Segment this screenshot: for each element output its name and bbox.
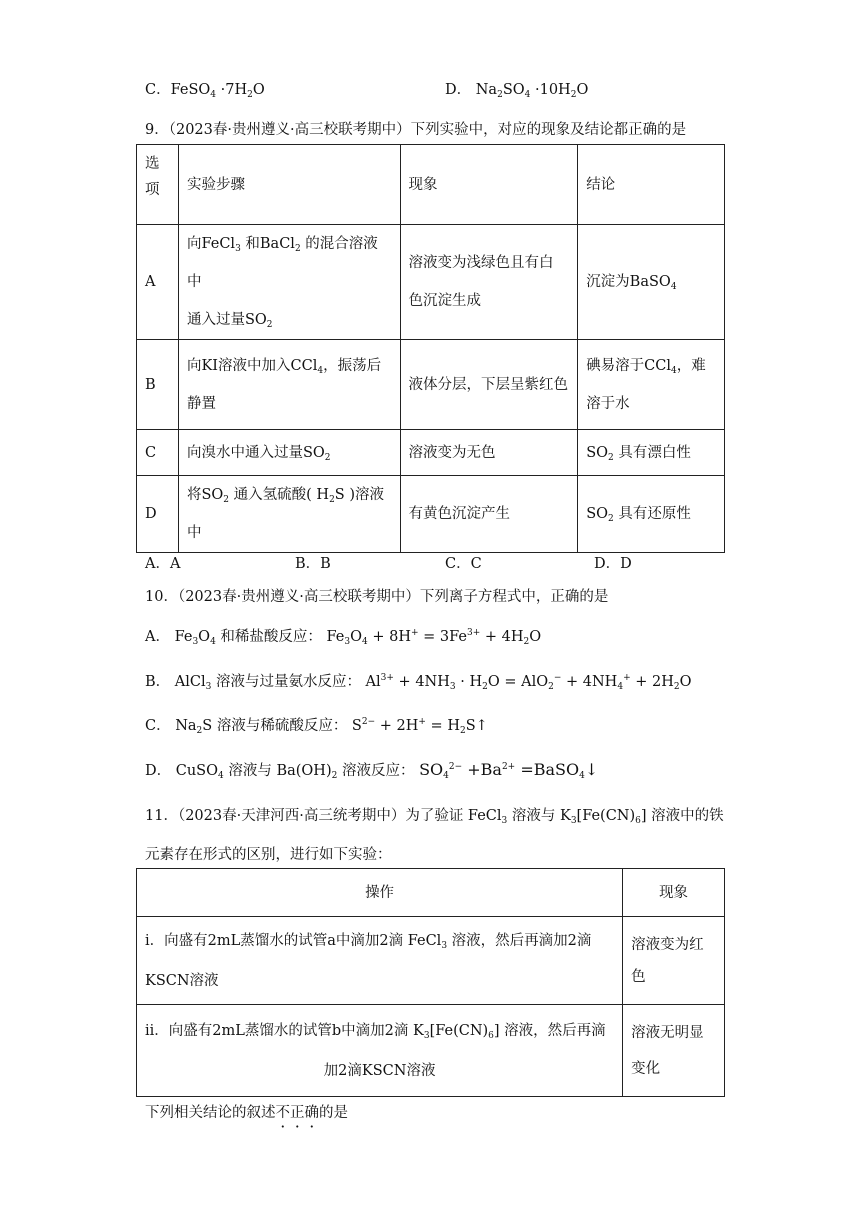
q10-option-d: D． CuSO$_4$ 溶液与 $Ba(OH)_2$ 溶液反应： $SO_4^{2-} +Ba^{2+}$ =BaSO$_4$↓ <box>145 760 599 781</box>
row-option: B <box>137 340 179 430</box>
table-header-row <box>137 145 725 225</box>
table-row <box>137 340 725 430</box>
q11-followup: 下列相关结论的叙述不正确的是 <box>145 1105 348 1121</box>
q9-table <box>136 144 725 553</box>
row-operation: ii．向盛有2mL蒸馏水的试管b中滴加2滴 $K_3[Fe(CN)_6]$ 溶液，然后再滴 加2滴KSCN溶液 <box>137 1005 623 1097</box>
table-row <box>137 476 725 553</box>
q9-answer-c: C．C <box>445 556 482 572</box>
header-conclusion: 结论 <box>578 145 725 225</box>
table-row <box>137 430 725 476</box>
table-header-row <box>137 869 725 917</box>
row-phenomenon: 溶液变为浅绿色且有白 色沉淀生成 <box>400 225 578 340</box>
row-step: 将$SO_2$ 通入氢硫酸( $H_2S$ )溶液中 <box>178 476 400 553</box>
table-row <box>137 917 725 1005</box>
q10-option-a: A． $Fe_3O_4$ 和稀盐酸反应： $Fe_3O_4 + 8H^+ = 3Fe^{3+} + 4H_2O$ <box>145 628 542 647</box>
row-phenomenon: 溶液无明显 变化 <box>623 1005 725 1097</box>
q8-option-c: C．FeSO$_4$ $\cdot 7H_2O$ <box>145 82 265 100</box>
row-option: C <box>137 430 179 476</box>
q10-option-c: C． $Na_2S$ 溶液与稀硫酸反应： $S^{2-} + 2H^+$ = $H_2S↑$ <box>145 717 488 736</box>
q9-answer-d: D．D <box>594 556 632 572</box>
row-conclusion: 碘易溶于CCl$_4$，难 溶于水 <box>578 340 725 430</box>
row-phenomenon: 溶液变为红 色 <box>623 917 725 1005</box>
q9-answer-b: B．B <box>295 556 331 572</box>
header-step: 实验步骤 <box>178 145 400 225</box>
q8-option-d: D． $Na_2SO_4 \cdot 10H_2O$ <box>445 82 589 100</box>
q11-stem-line2: 元素存在形式的区别，进行如下实验： <box>145 847 392 863</box>
q10-option-b: B． AlCl$_3$ 溶液与过量氨水反应： $Al^{3+} + 4NH_3 \cdot H_2O = AlO_2^- + 4NH_4^+ + 2H_2O$ <box>145 673 692 692</box>
header-phenomenon: 现象 <box>400 145 578 225</box>
q9-stem: 9．（2023春·贵州遵义·高三校联考期中）下列实验中，对应的现象及结论都正确的是 <box>145 122 687 138</box>
row-conclusion: $SO_2$ 具有漂白性 <box>578 430 725 476</box>
header-option: 选 项 <box>137 145 179 225</box>
q11-table <box>136 868 725 1097</box>
table-row <box>137 225 725 340</box>
row-option: A <box>137 225 179 340</box>
row-phenomenon: 溶液变为无色 <box>400 430 578 476</box>
row-phenomenon: 有黄色沉淀产生 <box>400 476 578 553</box>
q11-stem-line1: 11．（2023春·天津河西·高三统考期中）为了验证 FeCl$_3$ 溶液与 $K_3[Fe(CN)_6]$ 溶液中的铁 <box>145 808 724 826</box>
row-conclusion: 沉淀为BaSO$_4$ <box>578 225 725 340</box>
table-row <box>137 1005 725 1097</box>
q9-answer-a: A．A <box>145 556 181 572</box>
row-step: 向溴水中通入过量$SO_2$ <box>178 430 400 476</box>
header-operation: 操作 <box>137 869 623 917</box>
row-option: D <box>137 476 179 553</box>
row-phenomenon: 液体分层，下层呈紫红色 <box>400 340 578 430</box>
header-phenomenon: 现象 <box>623 869 725 917</box>
row-step: 向FeCl$_3$ 和BaCl$_2$ 的混合溶液中 通入过量$SO_2$ <box>178 225 400 340</box>
q10-stem: 10．（2023春·贵州遵义·高三校联考期中）下列离子方程式中，正确的是 <box>145 589 609 605</box>
row-conclusion: $SO_2$ 具有还原性 <box>578 476 725 553</box>
row-operation: i．向盛有2mL蒸馏水的试管a中滴加2滴 FeCl$_3$ 溶液，然后再滴加2滴 KSCN溶液 <box>137 917 623 1005</box>
row-step: 向KI溶液中加入CCl$_4$，振荡后 静置 <box>178 340 400 430</box>
